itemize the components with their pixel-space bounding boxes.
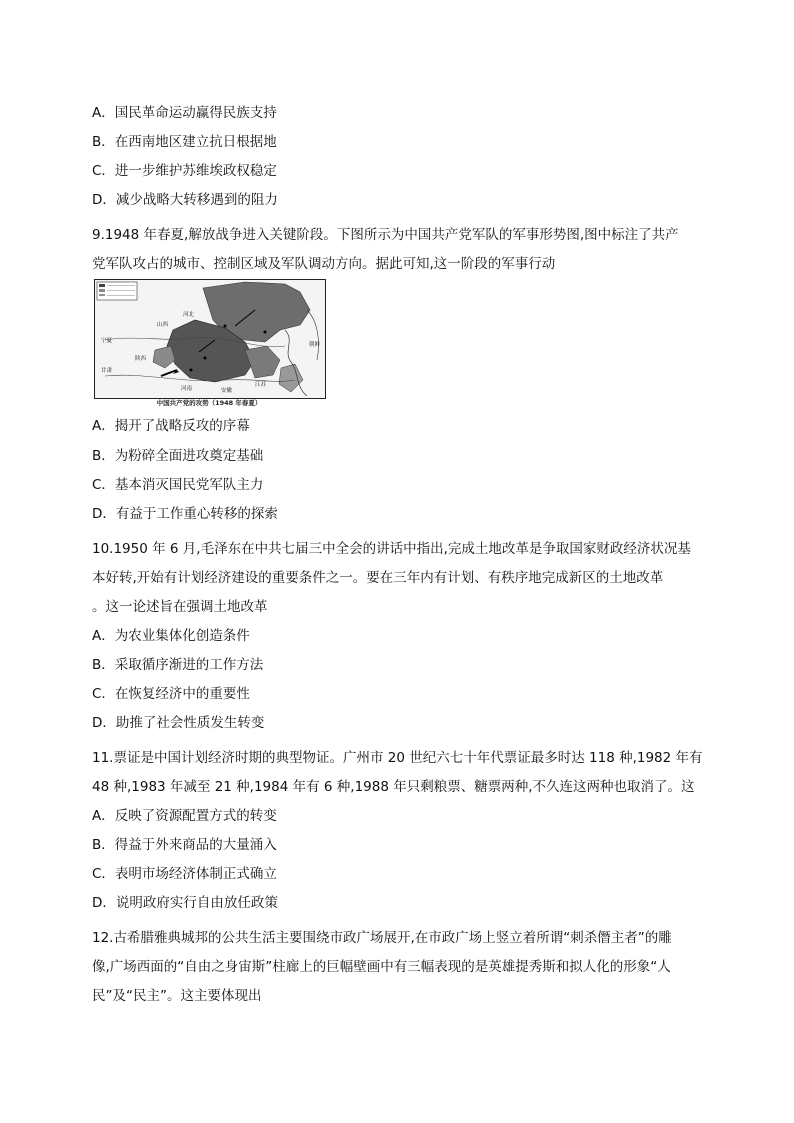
q10-option-b[interactable]: B．采取循序渐进的工作方法: [92, 657, 264, 673]
q12-stem-line-2: 像,广场西面的“自由之身宙斯”柱廊上的巨幅壁画中有三幅表现的是英雄提秀斯和拟人化的形象“人: [92, 959, 671, 975]
map-label-hebei: 河北: [183, 312, 195, 318]
map-label-anhui: 安徽: [221, 388, 233, 394]
q11-option-d[interactable]: D．说明政府实行自由放任政策: [92, 895, 278, 911]
map-caption: 中国共产党的攻势（1948 年春夏）: [156, 399, 262, 407]
q8-option-b[interactable]: B．在西南地区建立抗日根据地: [92, 134, 277, 150]
q9-option-b[interactable]: B．为粉碎全面进攻奠定基础: [92, 448, 264, 464]
q9-stem-line-1: 9.1948 年春夏,解放战争进入关键阶段。下图所示为中国共产党军队的军事形势图,图中标注了共产: [92, 227, 679, 243]
q8-option-c[interactable]: C．进一步维护苏维埃政权稳定: [92, 163, 277, 179]
q10-option-a[interactable]: A．为农业集体化创造条件: [92, 628, 250, 644]
map-label-shaanxi: 陕西: [135, 356, 147, 362]
q11-option-b[interactable]: B．得益于外来商品的大量涌入: [92, 837, 277, 853]
q8-option-a[interactable]: A．国民革命运动赢得民族支持: [92, 105, 277, 121]
map-figure: [95, 280, 325, 398]
map-label-shanxi: 山西: [157, 322, 169, 328]
q9-option-d[interactable]: D．有益于工作重心转移的探索: [92, 506, 278, 522]
q11-stem-line-1: 11.票证是中国计划经济时期的典型物证。广州市 20 世纪六七十年代票证最多时达 118 种,1982 年有: [92, 750, 703, 766]
q12-stem-line-1: 12.古希腊雅典城邦的公共生活主要围绕市政广场展开,在市政广场上竖立着所谓“刺杀僭主者”的雕: [92, 930, 672, 946]
q10-stem-line-2: 本好转,开始有计划经济建设的重要条件之一。要在三年内有计划、有秩序地完成新区的土地改革: [92, 570, 664, 586]
map-label-henan: 河南: [181, 386, 193, 392]
map-label-jiangsu: 江苏: [255, 382, 267, 388]
map-label-korea: 朝鲜: [309, 342, 321, 348]
q10-stem-line-1: 10.1950 年 6 月,毛泽东在中共七届三中全会的讲话中指出,完成土地改革是争取国家财政经济状况基: [92, 541, 691, 557]
q9-option-c[interactable]: C．基本消灭国民党军队主力: [92, 477, 264, 493]
q9-option-a[interactable]: A．揭开了战略反攻的序幕: [92, 418, 250, 434]
q11-option-c[interactable]: C．表明市场经济体制正式确立: [92, 866, 277, 882]
q11-option-a[interactable]: A．反映了资源配置方式的转变: [92, 808, 277, 824]
q10-option-c[interactable]: C．在恢复经济中的重要性: [92, 686, 250, 702]
military-situation-map: [94, 279, 326, 399]
q10-option-d[interactable]: D．助推了社会性质发生转变: [92, 715, 265, 731]
q8-option-d[interactable]: D．减少战略大转移遇到的阻力: [92, 192, 278, 208]
map-label-gansu: 甘肃: [101, 368, 113, 374]
q9-stem-line-2: 党军队攻占的城市、控制区域及军队调动方向。据此可知,这一阶段的军事行动: [92, 256, 556, 272]
q10-stem-line-3: 。这一论述旨在强调土地改革: [92, 599, 268, 615]
q12-stem-line-3: 民”及“民主”。这主要体现出: [92, 988, 262, 1004]
map-label-ningxia: 宁夏: [101, 338, 113, 344]
q11-stem-line-2: 48 种,1983 年减至 21 种,1984 年有 6 种,1988 年只剩粮票、糖票两种,不久连这两种也取消了。这: [92, 779, 695, 795]
